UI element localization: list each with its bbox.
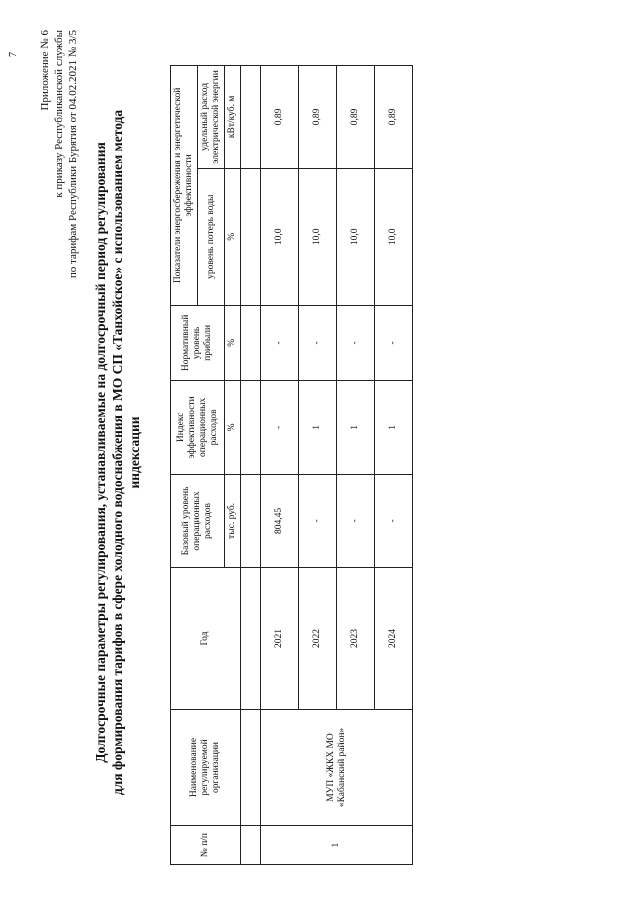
- cell-water-loss: 10,0: [261, 168, 299, 305]
- cell-profit: -: [261, 305, 299, 380]
- unit-water-loss: %: [225, 168, 241, 305]
- organization-name: МУП «ЖКХ МО «Кабанский район»: [261, 709, 413, 825]
- cell-index: 1: [337, 381, 375, 475]
- cell-electricity: 0,89: [337, 66, 375, 169]
- header-water-loss: уровень потерь воды: [198, 168, 225, 305]
- annex-header: [38, 30, 80, 360]
- annex-line-1: Приложение № 6: [39, 30, 51, 111]
- cell-base: -: [375, 474, 413, 568]
- header-electricity: удельный расход электрической энергии: [198, 66, 225, 169]
- cell-year: 2024: [375, 568, 413, 710]
- title-line-2: для формирования тарифов в сфере холодного водоснабжения в МО СП «Танхойское» с использованием метода: [110, 109, 125, 796]
- empty-row: [241, 66, 261, 865]
- page-number: 7: [8, 52, 19, 57]
- cell-index: 1: [299, 381, 337, 475]
- header-year: Год: [171, 568, 241, 710]
- cell-base: -: [337, 474, 375, 568]
- unit-profit: %: [225, 305, 241, 380]
- cell-index: 1: [375, 381, 413, 475]
- cell-electricity: 0,89: [261, 66, 299, 169]
- cell-water-loss: 10,0: [299, 168, 337, 305]
- document-title: [92, 40, 143, 865]
- unit-index: %: [225, 381, 241, 475]
- cell-year: 2023: [337, 568, 375, 710]
- cell-year: 2022: [299, 568, 337, 710]
- header-efficiency-index: Индекс эффективности операционных расходов: [171, 381, 225, 475]
- header-row: [171, 66, 198, 865]
- cell-profit: -: [375, 305, 413, 380]
- header-base-level: Базовый уровень операционных расходов: [171, 474, 225, 568]
- unit-base: тыс. руб.: [225, 474, 241, 568]
- header-organization: Наименование регулируемой организации: [171, 709, 241, 825]
- title-line-3: индексации: [127, 416, 142, 489]
- cell-base: -: [299, 474, 337, 568]
- cell-profit: -: [299, 305, 337, 380]
- title-line-1: Долгосрочные параметры регулирования, устанавливаемые на долгосрочный период регулирования: [93, 142, 108, 763]
- header-no: № п/п: [171, 826, 241, 865]
- cell-year: 2021: [261, 568, 299, 710]
- row-number: 1: [261, 826, 413, 865]
- cell-index: -: [261, 381, 299, 475]
- cell-electricity: 0,89: [375, 66, 413, 169]
- table-row: [261, 66, 299, 865]
- cell-water-loss: 10,0: [337, 168, 375, 305]
- parameters-table: [170, 65, 413, 865]
- cell-water-loss: 10,0: [375, 168, 413, 305]
- annex-line-3: по тарифам Республики Бурятия от 04.02.2021 № 3/5: [67, 30, 79, 279]
- cell-electricity: 0,89: [299, 66, 337, 169]
- unit-electricity: кВт/куб. м: [225, 66, 241, 169]
- header-profit-level: Нормативный уровень прибыли: [171, 305, 225, 380]
- header-energy-group: Показатели энергосбережения и энергетической эффективности: [171, 66, 198, 306]
- cell-base: 804,45: [261, 474, 299, 568]
- annex-line-2: к приказу Республиканской службы: [53, 30, 65, 198]
- cell-profit: -: [337, 305, 375, 380]
